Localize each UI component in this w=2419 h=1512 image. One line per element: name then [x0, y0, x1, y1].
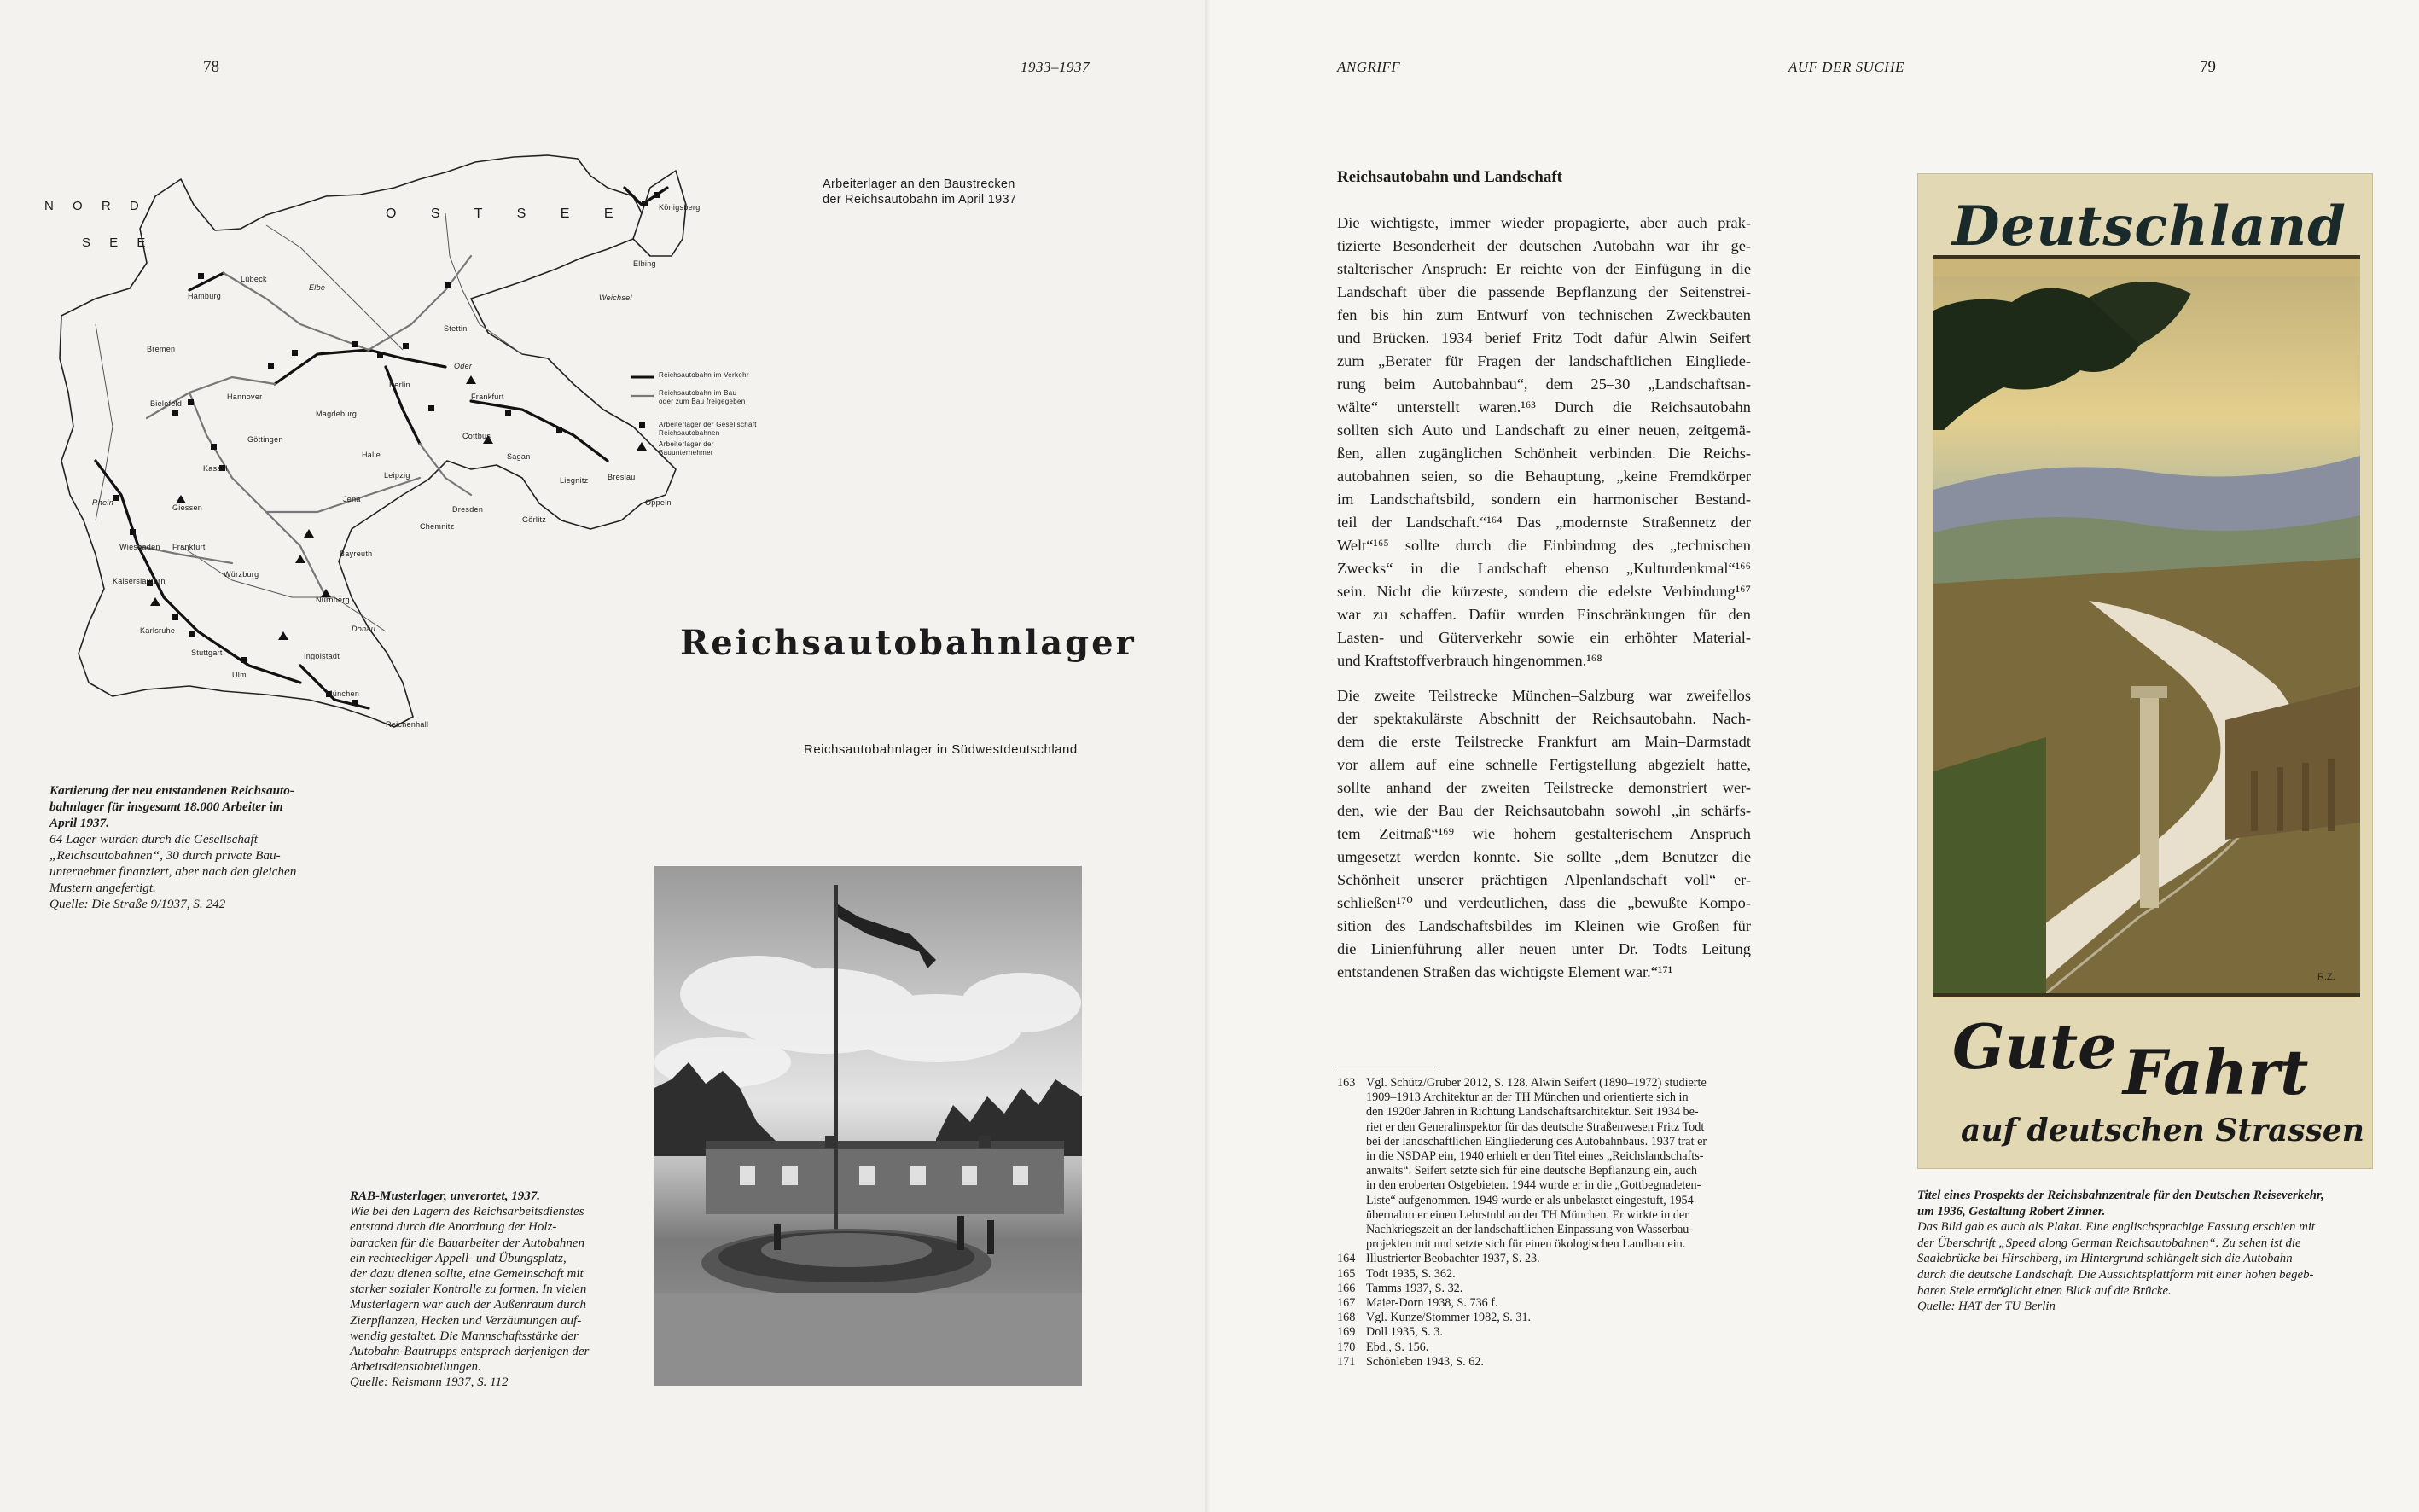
city-stuttgart: Stuttgart — [191, 648, 223, 657]
footnote-line: 1909–1913 Architektur an der TH München und orientierte sich in — [1366, 1090, 1689, 1105]
photo-caption-line: Wie bei den Lagern des Reichsarbeitsdienstes — [350, 1205, 584, 1219]
river-donau: Donau — [352, 625, 376, 633]
footnote-number: 163 — [1337, 1076, 1356, 1090]
footnote-text — [1366, 1311, 1752, 1325]
city-sagan: Sagan — [507, 452, 531, 461]
footnote-line: projekten mit und setzte sich für einen ökologischen Landbau ein. — [1366, 1237, 1686, 1252]
poster-caption-line: Das Bild gab es auch als Plakat. Eine englischsprachige Fassung erschien mit — [1917, 1220, 2316, 1235]
city-nuernberg: Nürnberg — [316, 596, 350, 604]
poster-slogan-fahrt: Fahrt — [2123, 1036, 2309, 1108]
city-jena: Jena — [343, 495, 361, 503]
city-wiesbaden: Wiesbaden — [119, 543, 160, 551]
footnote-line: Nachkriegszeit an der landschaftlichen Einpassung von Wasserbau- — [1366, 1223, 1694, 1237]
footnote-number: 164 — [1337, 1252, 1356, 1266]
photo-caption-line: starker sozialer Kontrolle zu formen. In vielen — [350, 1282, 587, 1297]
map-caption-line2: der Reichsautobahn im April 1937 — [823, 193, 1017, 206]
photo-caption-line: Autobahn-Bautrupps entsprach derjenigen der — [350, 1345, 590, 1359]
city-oppeln: Oppeln — [645, 498, 672, 507]
city-muenchen: München — [326, 689, 360, 698]
photo-caption-line: ein rechteckiger Appell- und Übungsplatz, — [350, 1251, 567, 1265]
photo-caption-line: Arbeitsdienstabteilungen. — [350, 1360, 481, 1375]
map-label-nordsee: N O R D — [44, 199, 147, 213]
city-cottbus: Cottbus — [462, 432, 491, 440]
city-kaiserslautern: Kaiserslautern — [113, 577, 166, 585]
poster-slogan-strassen: auf deutschen Strassen — [1961, 1113, 2364, 1149]
text-line: teil der Landschaft.“¹⁶⁴ Das „modernste Straßennetz der — [1337, 514, 1751, 531]
river-elbe: Elbe — [309, 283, 326, 292]
right-page — [1210, 0, 2419, 1512]
city-chemnitz: Chemnitz — [420, 522, 455, 531]
city-goerlitz: Görlitz — [522, 515, 547, 524]
text-line: die Linienführung aller neuen unter Dr. Todts Leitung — [1337, 940, 1751, 957]
article-body — [1337, 212, 1751, 984]
poster-caption-source: Quelle: HAT der TU Berlin — [1917, 1300, 2056, 1314]
text-line: Schönheit unserer prächtigen Alpenlandschaft voll“ er- — [1337, 871, 1751, 888]
footnote-text — [1366, 1355, 1752, 1370]
map-caption-title-3: April 1937. — [49, 816, 110, 830]
footnote-171 — [1337, 1355, 1752, 1370]
city-leipzig: Leipzig — [384, 471, 410, 480]
map-legend-symbols — [631, 377, 654, 451]
map-caption-source: Quelle: Die Straße 9/1937, S. 242 — [49, 897, 226, 911]
text-line: fen bis hin zum Entwurf von technischen Zweckbauten — [1337, 306, 1751, 323]
text-line: Zwecks“ in die Landschaft ebenso „Kulturdenkmal“¹⁶⁶ — [1337, 560, 1751, 577]
text-line: Die wichtigste, immer wieder propagierte, aber auch prak- — [1337, 214, 1751, 231]
photo-caption-title: RAB-Musterlager, unverortet, 1937. — [350, 1189, 540, 1203]
text-line: der spektakulärste Abschnitt der Reichsautobahn. Nach- — [1337, 710, 1751, 727]
text-line: tem Zeitmaß“¹⁶⁹ wie hohem gestalterischem Anspruch — [1337, 825, 1751, 842]
map-caption — [49, 782, 365, 912]
footnote-number: 169 — [1337, 1325, 1356, 1340]
footnote-number: 167 — [1337, 1296, 1356, 1311]
photo-caption — [350, 1189, 640, 1391]
city-halle: Halle — [362, 451, 381, 459]
city-karlsruhe: Karlsruhe — [140, 626, 176, 635]
footnote-line: Schönleben 1943, S. 62. — [1366, 1354, 1484, 1369]
legend-camp-company: Arbeiterlager der Gesellschaft Reichsautobahnen — [659, 421, 757, 437]
city-berlin: Berlin — [389, 381, 410, 389]
footnotes — [1337, 1076, 1752, 1370]
camp-photo — [654, 866, 1082, 1386]
text-line: Landschaft über die passende Bepflanzung der Seitenstrei- — [1337, 283, 1751, 300]
footnote-line: Tamms 1937, S. 32. — [1366, 1281, 1463, 1295]
city-hannover: Hannover — [227, 393, 263, 401]
text-line: den, wie der Bau der Reichsautobahn sowohl „in schärfs- — [1337, 802, 1751, 819]
footnote-number: 165 — [1337, 1266, 1356, 1281]
poster-caption — [1917, 1188, 2395, 1315]
footnote-text — [1366, 1252, 1752, 1266]
footnote-169 — [1337, 1325, 1752, 1340]
running-head-right-1: ANGRIFF — [1337, 59, 1401, 75]
running-head-right-2: AUF DER SUCHE — [1788, 59, 1904, 75]
poster-caption-title-1: Titel eines Prospekts der Reichsbahnzentrale für den Deutschen Reiseverkehr, — [1917, 1189, 2324, 1202]
text-line: sein. Nicht die kürzeste, sondern die edelste Verbindung¹⁶⁷ — [1337, 583, 1751, 600]
text-line: im Landschaftsbild, sondern ein harmonischer Bestand- — [1337, 491, 1751, 508]
footnote-text — [1366, 1325, 1752, 1340]
city-giessen: Giessen — [172, 503, 203, 512]
city-dresden: Dresden — [452, 505, 484, 514]
city-liegnitz: Liegnitz — [560, 476, 589, 485]
photo-caption-line: entstand durch die Anordnung der Holz- — [350, 1220, 557, 1235]
footnote-line: Vgl. Schütz/Gruber 2012, S. 128. Alwin Seifert (1890–1972) studierte — [1366, 1076, 1707, 1090]
photo-caption-source: Quelle: Reismann 1937, S. 112 — [350, 1375, 509, 1390]
legend-camp-contractor: Arbeiterlager der Bauunternehmer — [659, 440, 714, 457]
footnote-165 — [1337, 1267, 1752, 1282]
footnote-line: Todt 1935, S. 362. — [1366, 1266, 1456, 1281]
poster-slogan-gute: Gute — [1952, 1010, 2117, 1083]
footnote-line: den 1920er Jahren in Richtung Landschaftsarchitektur. Seit 1934 be- — [1366, 1105, 1699, 1119]
city-elbing: Elbing — [633, 259, 656, 268]
photo-caption-line: baracken für die Bauarbeiter der Autobahnen — [350, 1236, 585, 1250]
footnote-line: anwalts“. Seifert setzte sich für eine deutsche Bepflanzung ein, auch — [1366, 1164, 1698, 1178]
river-weichsel: Weichsel — [599, 294, 632, 302]
river-rhein: Rhein — [92, 498, 114, 507]
legend-in-traffic: Reichsautobahn im Verkehr — [659, 371, 749, 379]
city-frankfurt-main: Frankfurt — [172, 543, 206, 551]
map-caption-title-1: Kartierung der neu entstandenen Reichsauto- — [49, 783, 294, 798]
deutschland-poster — [1917, 173, 2373, 1169]
paragraph-2 — [1337, 684, 1751, 984]
text-line: Lasten- und Güterverkehr sowie ein erhöhter Material- — [1337, 629, 1751, 646]
text-line: wälte“ unterstellt waren.¹⁶³ Durch die Reichsautobahn — [1337, 398, 1751, 416]
poster-caption-line: baren Stele ermöglicht einen Blick auf die Brücke. — [1917, 1283, 2172, 1298]
map-label-nordsee-2: S E E — [82, 236, 154, 250]
text-line: stalterischer Anspruch: Er reichte von der Einfügung in die — [1337, 260, 1751, 277]
city-ulm: Ulm — [232, 671, 247, 679]
footnote-line: in die NSDAP ein, 1940 erhielt er den Titel eines „Reichslandschafts- — [1366, 1149, 1704, 1164]
poster-caption-line: der Überschrift „Speed along German Reichsautobahnen“. Zu sehen ist die — [1917, 1236, 2301, 1250]
running-head-left: 1933–1937 — [1021, 59, 1090, 75]
map-caption-line: Mustern angefertigt. — [49, 881, 156, 895]
city-reichenhall: Reichenhall — [386, 720, 429, 729]
text-line: Die zweite Teilstrecke München–Salzburg war zweifellos — [1337, 687, 1751, 704]
text-line: und Brücken. 1934 berief Fritz Todt dafür Alwin Seifert — [1337, 329, 1751, 346]
photo-caption-line: Zierpflanzen, Hecken und Verzäunungen auf- — [350, 1313, 582, 1328]
footnote-text — [1366, 1296, 1752, 1311]
legend-under-construction: Reichsautobahn im Bau oder zum Bau freigegeben — [659, 389, 746, 405]
text-line: sollten sich Auto und Landschaft zu einer neuen, zeitgemä- — [1337, 422, 1751, 439]
city-stettin: Stettin — [444, 324, 468, 333]
footnote-number: 166 — [1337, 1281, 1356, 1295]
river-oder: Oder — [454, 362, 473, 370]
footnote-number: 171 — [1337, 1354, 1356, 1369]
footnote-164 — [1337, 1252, 1752, 1266]
map-caption-line1: Arbeiterlager an den Baustrecken — [823, 177, 1015, 191]
text-line: war zu schaffen. Dafür wurden Einschränkungen für den — [1337, 606, 1751, 623]
city-frankfurt-oder: Frankfurt — [471, 393, 504, 401]
footnote-line: Vgl. Kunze/Stommer 1982, S. 31. — [1366, 1311, 1532, 1325]
text-line: und Kraftstoffverbrauch hingenommen.¹⁶⁸ — [1337, 652, 1602, 669]
map-caption-line: unternehmer finanziert, aber nach den gleichen — [49, 864, 297, 879]
text-line: zum „Berater für Fragen der landschaftlichen Eingliede- — [1337, 352, 1751, 369]
city-bayreuth: Bayreuth — [340, 550, 373, 558]
footnote-line: Maier-Dorn 1938, S. 736 f. — [1366, 1296, 1498, 1311]
city-breslau: Breslau — [608, 473, 636, 481]
footnote-166 — [1337, 1282, 1752, 1296]
footnote-line: Ebd., S. 156. — [1366, 1340, 1429, 1354]
poster-caption-line: durch die deutsche Landschaft. Die Aussichtsplattform mit einer hohen begeb- — [1917, 1267, 2314, 1282]
city-bremen: Bremen — [147, 345, 176, 353]
footnote-line: Liste“ aufgenommen. 1949 wurde er als unbelastet eingestuft, 1954 — [1366, 1193, 1694, 1207]
city-magdeburg: Magdeburg — [316, 410, 358, 418]
map-label-ostsee: O S T S E E — [386, 206, 629, 221]
photo-caption-line: Musterlagern war auch der Außenraum durch — [350, 1298, 587, 1312]
map-caption-line: „Reichsautobahnen“, 30 durch private Bau- — [49, 848, 281, 863]
map-caption-title-2: bahnlager für insgesamt 18.000 Arbeiter im — [49, 800, 283, 814]
city-goettingen: Göttingen — [247, 435, 283, 444]
footnote-163 — [1337, 1076, 1752, 1252]
footnote-line: in den eroberten Ostgebieten. 1944 wurde er in die „Gottbegnadeten- — [1366, 1178, 1701, 1193]
paragraph-1 — [1337, 212, 1751, 672]
reichsautobahn-map — [44, 154, 757, 751]
text-line: umgesetzt werden konnte. Sie sollte „dem Benutzer die — [1337, 848, 1751, 865]
city-kassel: Kassel — [203, 464, 228, 473]
footnote-number: 170 — [1337, 1340, 1356, 1354]
map-caption-line: 64 Lager wurden durch die Gesellschaft — [49, 832, 258, 846]
photo-caption-line: der dazu dienen sollte, eine Gemeinschaft mit — [350, 1267, 584, 1282]
text-line: vor allem auf eine schnelle Fertigstellung abgezielt hatte, — [1337, 756, 1751, 773]
footnote-text — [1366, 1340, 1752, 1355]
city-ingolstadt: Ingolstadt — [304, 652, 340, 660]
article-heading: Reichsautobahn und Landschaft — [1337, 168, 1562, 186]
text-line: schließen¹⁷⁰ und verdeutlichen, dass die „bewußte Kompo- — [1337, 894, 1751, 911]
text-line: sollte anhand der zweiten Teilstrecke demonstriert wer- — [1337, 779, 1751, 796]
poster-caption-line: Saalebrücke bei Hirschberg, im Hintergrund schlängelt sich die Autobahn — [1917, 1252, 2293, 1266]
footnote-text — [1366, 1267, 1752, 1282]
poster-title: Deutschland — [1952, 195, 2346, 259]
photo-caption-line: wendig gestaltet. Die Mannschaftsstärke der — [350, 1329, 579, 1343]
footnote-170 — [1337, 1340, 1752, 1355]
text-line: dem die erste Teilstrecke Frankfurt am Main–Darmstadt — [1337, 733, 1751, 750]
poster-caption-title-2: um 1936, Gestaltung Robert Zinner. — [1917, 1204, 2106, 1218]
footnote-line: Illustrierter Beobachter 1937, S. 23. — [1366, 1252, 1540, 1266]
page-number-right: 79 — [2200, 58, 2216, 76]
lager-subtitle: Reichsautobahnlager in Südwestdeutschland — [804, 742, 1078, 757]
text-line: tizierte Besonderheit der deutschen Autobahn war ihr ge- — [1337, 237, 1751, 254]
text-line: ßen, allen zugänglichen Schönheit verbinden. Die Reichs- — [1337, 445, 1751, 462]
footnote-168 — [1337, 1311, 1752, 1325]
page-number-left: 78 — [203, 58, 219, 76]
footnote-167 — [1337, 1296, 1752, 1311]
text-line: Welt“¹⁶⁵ sollte durch die Einbindung des „technischen — [1337, 537, 1751, 554]
footnote-line: übernahm er einen Lehrstuhl an der TH München. Er wirkte in der — [1366, 1207, 1689, 1222]
city-bielefeld: Bielefeld — [150, 399, 183, 408]
city-wuerzburg: Würzburg — [224, 570, 259, 579]
footnote-line: bei der landschaftlichen Eingliederung des Autobahnbaus. 1937 trat er — [1366, 1134, 1707, 1149]
footnote-line: Doll 1935, S. 3. — [1366, 1325, 1443, 1340]
left-page — [0, 0, 1209, 1512]
poster-signature: R.Z. — [2317, 972, 2335, 982]
text-line: rung beim Autobahnbau“, dem 25–30 „Landschaftsan- — [1337, 375, 1751, 393]
footnote-number: 168 — [1337, 1311, 1356, 1325]
city-luebeck: Lübeck — [241, 275, 267, 283]
text-line: entstandenen Straßen das wichtigste Element war.“¹⁷¹ — [1337, 963, 1673, 980]
footnote-line: riet er den Generalinspektor für das deutsche Straßenwesen Fritz Todt — [1366, 1119, 1705, 1134]
text-line: autobahnen seien, so die Behauptung, „keine Fremdkörper — [1337, 468, 1751, 485]
footnote-text — [1366, 1076, 1752, 1252]
lager-title: Reichsautobahnlager — [680, 623, 1137, 663]
text-line: sition des Landschaftsbildes im Kleinen wie Großen für — [1337, 917, 1751, 934]
city-koenigsberg: Königsberg — [659, 203, 701, 212]
city-hamburg: Hamburg — [188, 292, 222, 300]
footnote-text — [1366, 1282, 1752, 1296]
